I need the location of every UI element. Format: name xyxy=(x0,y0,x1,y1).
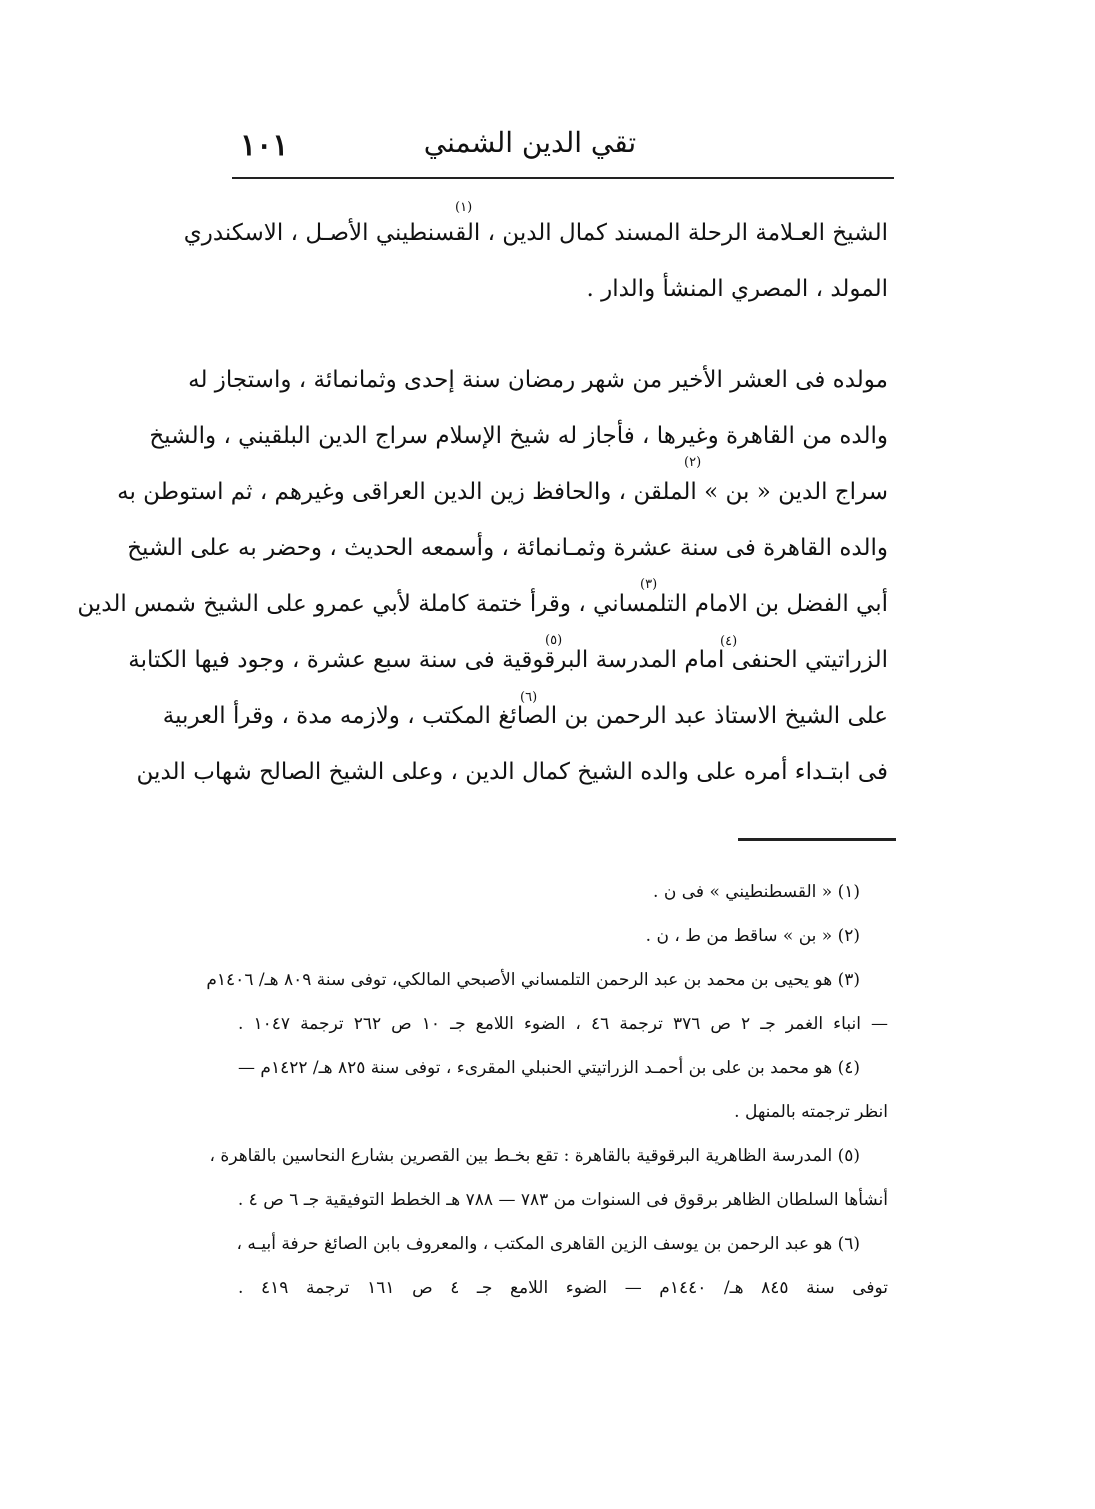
footnote-6-line-1: (٦) هو عبد الرحمن بن يوسف الزين القاهرى المكتب ، والمعروف بابن الصائغ حرفة أبيـه ، xyxy=(236,1234,860,1254)
footnote-1: (١) « القسطنطيني » فى ن . xyxy=(653,882,860,902)
body-line-10: فى ابتـداء أمره على والده الشيخ كمال الدين ، وعلى الشيخ الصالح شهاب الدين xyxy=(136,759,888,785)
body-line-7: أبي الفضل بن الامام التلمساني ، وقرأ ختمة كاملة لأبي عمرو على الشيخ شمس الدين xyxy=(77,591,888,617)
header-rule xyxy=(232,177,894,179)
footnote-ref-2: (٢) xyxy=(684,455,702,470)
body-line-6: والده القاهرة فى سنة عشرة وثمـانمائة ، وأسمعه الحديث ، وحضر به على الشيخ xyxy=(127,535,888,561)
page-number: ١٠١ xyxy=(240,128,289,163)
footnote-ref-1: (١) xyxy=(455,200,473,215)
footnote-ref-3: (٣) xyxy=(640,577,658,592)
footnote-6-line-2: توفى سنة ٨٤٥ هـ/ ١٤٤٠م — الضوء اللامع جـ ٤ ص ١٦١ ترجمة ٤١٩ . xyxy=(238,1278,889,1298)
footnote-5-line-2: أنشأها السلطان الظاهر برقوق فى السنوات من ٧٨٣ — ٧٨٨ هـ الخطط التوفيقية جـ ٦ ص ٤ . xyxy=(237,1190,888,1210)
body-line-5: سراج الدين « بن » الملقن ، والحافظ زين الدين العراقى وغيرهم ، ثم استوطن به xyxy=(117,479,888,505)
body-line-9: على الشيخ الاستاذ عبد الرحمن بن الصائغ المكتب ، ولازمه مدة ، وقرأ العربية xyxy=(162,703,888,729)
body-text xyxy=(77,205,888,800)
body-line-3: مولده فى العشر الأخير من شهر رمضان سنة إحدى وثمانمائة ، واستجاز له xyxy=(188,367,888,393)
body-line-4: والده من القاهرة وغيرها ، فأجاز له شيخ الإسلام سراج الدين البلقيني ، والشيخ xyxy=(149,423,888,449)
footnotes xyxy=(206,870,889,1310)
footnote-2: (٢) « بن » ساقط من ط ، ن . xyxy=(645,926,860,946)
footnote-ref-6: (٦) xyxy=(520,690,538,705)
footnote-3-line-2: — انباء الغمر جـ ٢ ص ٣٧٦ ترجمة ٤٦ ، الضوء اللامع جـ ١٠ ص ٢٦٢ ترجمة ١٠٤٧ . xyxy=(238,1014,888,1034)
paragraph-gap xyxy=(240,317,888,352)
footnote-separator xyxy=(738,838,896,841)
footnote-4-line-1: (٤) هو محمد بن على بن أحمـد الزراتيتي الحنبلي المقرىء ، توفى سنة ٨٢٥ هـ/ ١٤٢٢م — xyxy=(238,1058,860,1078)
footnote-4-line-2: انظر ترجمته بالمنهل . xyxy=(734,1102,888,1122)
body-line-8: الزراتيتي الحنفى امام المدرسة البرقوقية فى سنة سبع عشرة ، وجود فيها الكتابة xyxy=(128,647,888,673)
footnote-3-line-1: (٣) هو يحيى بن محمد بن عبد الرحمن التلمساني الأصبحي المالكي، توفى سنة ٨٠٩ هـ/ ١٤٠٦م xyxy=(206,970,860,990)
footnote-ref-5: (٥) xyxy=(545,633,563,648)
running-title: تقي الدين الشمني xyxy=(423,126,637,159)
body-line-2: المولد ، المصري المنشأ والدار . xyxy=(586,276,888,302)
footnote-5-line-1: (٥) المدرسة الظاهرية البرقوقية بالقاهرة : تقع بخـط بين القصرين بشارع النحاسين بالقاهرة ، xyxy=(209,1146,860,1166)
body-line-1: الشيخ العـلامة الرحلة المسند كمال الدين ، القسنطيني الأصـل ، الاسكندري xyxy=(183,220,888,246)
footnote-ref-4: (٤) xyxy=(720,634,738,649)
